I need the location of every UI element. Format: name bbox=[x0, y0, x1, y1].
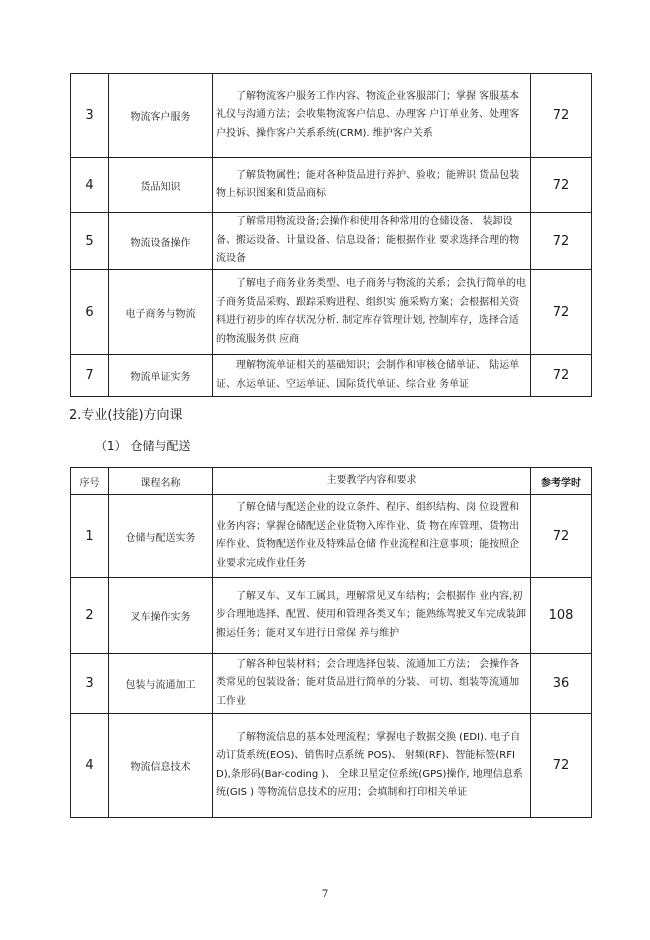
course-hours: 72 bbox=[531, 270, 592, 355]
row-number: 5 bbox=[71, 213, 109, 270]
row-number: 6 bbox=[71, 270, 109, 355]
row-number: 7 bbox=[71, 355, 109, 397]
course-hours: 72 bbox=[531, 495, 592, 578]
course-name: 包装与流通加工 bbox=[109, 654, 213, 714]
course-hours: 72 bbox=[531, 714, 592, 818]
course-name: 物流客户服务 bbox=[109, 74, 213, 158]
course-hours: 108 bbox=[531, 578, 592, 654]
row-number: 4 bbox=[71, 714, 109, 818]
course-description-text: 了解叉车、叉车工属具，理解常见叉车结构；会根据作 业内容,初步合理地选择、配置、使用和管理各类叉车；能熟练驾驶叉车完成装卸搬运任务；能对叉车进行日常保 养与维护 bbox=[216, 590, 526, 639]
course-hours: 72 bbox=[531, 74, 592, 158]
row-number: 2 bbox=[71, 578, 109, 654]
section-title: 2.专业(技能)方向课 bbox=[69, 408, 183, 423]
table-row bbox=[71, 714, 592, 818]
header-hours: 参考学时 bbox=[531, 468, 592, 495]
course-name: 货品知识 bbox=[109, 158, 213, 213]
row-number: 1 bbox=[71, 495, 109, 578]
header-number: 序号 bbox=[71, 468, 109, 495]
course-description bbox=[213, 714, 531, 818]
course-description bbox=[213, 495, 531, 578]
course-description-text: 了解物流客户服务工作内容、物流企业客服部门；掌握 客服基本礼仪与沟通方法；会收集物流客户信息、办理客 户订单业务、处理客户投诉、操作客户关系系统(CRM). 维护客户关系 bbox=[216, 90, 520, 139]
course-description bbox=[213, 654, 531, 714]
table-row bbox=[71, 355, 592, 397]
table-row bbox=[71, 270, 592, 355]
course-name: 物流单证实务 bbox=[109, 355, 213, 397]
course-name: 叉车操作实务 bbox=[109, 578, 213, 654]
course-name: 物流设备操作 bbox=[109, 213, 213, 270]
course-hours: 36 bbox=[531, 654, 592, 714]
table-row bbox=[71, 578, 592, 654]
course-description-text: 理解物流单证相关的基础知识；会制作和审核仓储单证、 陆运单证、水运单证、空运单证、国际货代单证、综合业 务单证 bbox=[216, 360, 520, 390]
course-description bbox=[213, 578, 531, 654]
warehousing-course-table bbox=[70, 467, 592, 818]
course-hours: 72 bbox=[531, 158, 592, 213]
subsection-title: （1） 仓储与配送 bbox=[95, 439, 191, 453]
course-description-text: 了解货物属性；能对各种货品进行养护、验收；能辨识 货品包装物上标识图案和货品商标 bbox=[216, 169, 520, 199]
course-description bbox=[213, 213, 531, 270]
course-description-text: 了解物流信息的基本处理流程；掌握电子数据交换 (EDI). 电子自动订货系统(EOS)、销售时点系统 POS)、 射频(RF)、智能标签(RFID),条形码(Bar-coding )、 全球卫星定位系统(GPS)操作, 地理信息系统(GIS ) 等物流信息技术的应用；会填制和打印相关单证 bbox=[216, 731, 523, 798]
row-number: 4 bbox=[71, 158, 109, 213]
table-row bbox=[71, 213, 592, 270]
course-name: 仓储与配送实务 bbox=[109, 495, 213, 578]
course-hours: 72 bbox=[531, 213, 592, 270]
table-row bbox=[71, 158, 592, 213]
course-description-text: 了解各种包装材料；会合理选择包装、流通加工方法； 会操作各类常见的包装设备；能对货品进行简单的分装、 可切、组装等流通加工作业 bbox=[216, 658, 520, 707]
course-hours: 72 bbox=[531, 355, 592, 397]
course-description bbox=[213, 74, 531, 158]
course-name: 物流信息技术 bbox=[109, 714, 213, 818]
course-table-continued bbox=[70, 73, 592, 397]
course-description-text: 了解电子商务业务类型、电子商务与物流的关系；会执行简单的电子商务货品采购、跟踪采购进程、组织实 施采购方案；会根据相关资料进行初步的库存状况分析. 制定库存管理计划, 控制库存，选择合适的物流服务供 应商 bbox=[216, 278, 526, 345]
header-course-name: 课程名称 bbox=[109, 468, 213, 495]
page-number: 7 bbox=[321, 889, 329, 900]
table-header-row bbox=[71, 468, 592, 495]
table-row bbox=[71, 495, 592, 578]
table-row bbox=[71, 654, 592, 714]
course-description bbox=[213, 355, 531, 397]
course-description-text: 了解常用物流设备;会操作和使用各种常用的仓储设备、 装卸设备、搬运设备、计量设备、信息设备；能根据作业 要求选择合理的物流设备 bbox=[216, 216, 520, 265]
course-description bbox=[213, 270, 531, 355]
row-number: 3 bbox=[71, 74, 109, 158]
course-description bbox=[213, 158, 531, 213]
course-description-text: 了解仓储与配送企业的设立条件、程序、组织结构、岗 位设置和业务内容；掌握仓储配送企业货物入库作业、货 物在库管理、货物出库作业、货物配送作业及特殊品仓储 作业流程和注意事项；能按照企业要求完成作业任务 bbox=[216, 502, 520, 569]
course-name: 电子商务与物流 bbox=[109, 270, 213, 355]
row-number: 3 bbox=[71, 654, 109, 714]
header-description: 主要教学内容和要求 bbox=[213, 468, 531, 495]
table-row bbox=[71, 74, 592, 158]
